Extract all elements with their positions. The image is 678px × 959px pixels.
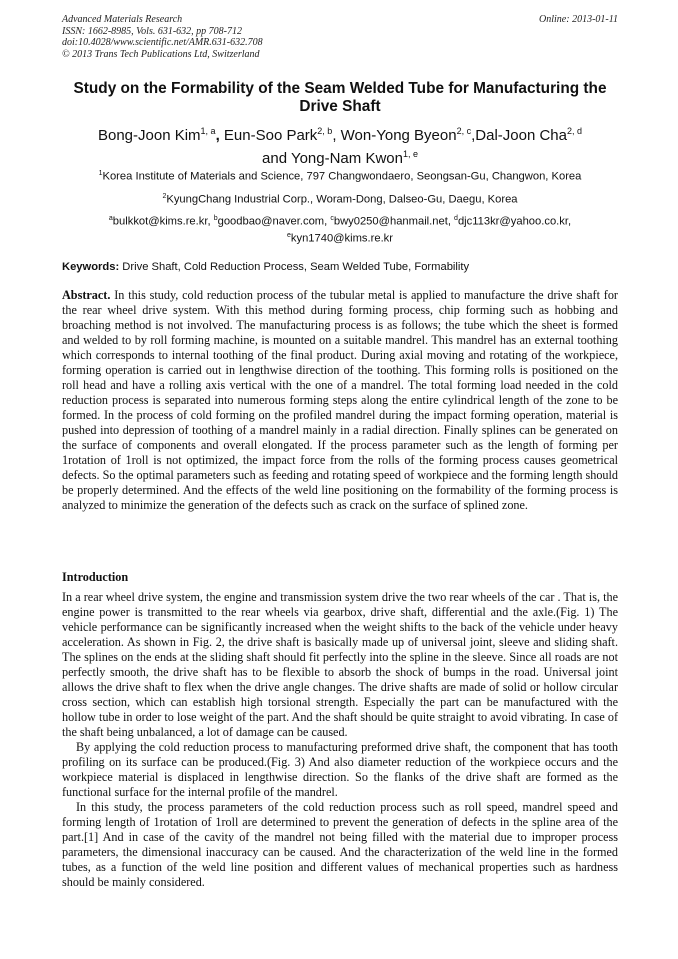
author-affiliation-mark: 1, e <box>402 149 418 159</box>
abstract-text: In this study, cold reduction process of the tubular metal is applied to manufacture the drive shaft for the rear wheel drive system. With this method during forming process, chip forming such as hobbing and broaching method is not involved. The manufacturing process is as follows; the tube which the sheet is formed and welded to by roll forming machine, is mounted on a suitable mandrel. This mandrel has an external toothing which corresponds to internal toothing of the final product. During axial moving and rotating of the workpiece, forming operation is carried out in lengthwise direction of the toothing. This forming rolls is positioned on the roll head and have a rolling axis vertical with the one of a mandrel. The total forming load needed in the cold reduction process is separated into numerous forming steps along the entire cylindrical length of the zone to be formed. In the process of cold forming on the profiled mandrel during the impact forming operation, material is pushed into depression of toothing of a mandrel mainly in a radial direction. Finally splines can be generated on the surface of components and overall elongated. If the process parameter such as the length of forming per 1rotation of 1roll is not optimized, the impact force from the rolls of the forming process causes geometrical defects. So the optimal parameters such as feeding and rotating speed of workpiece and the forming length should be properly determined. And the effects of the weld line positioning on the formability of the forming process is analyzed to minimize the generation of the defects such as crack on the surface of splined zone. <box>62 288 618 512</box>
email-link[interactable]: kyn1740@kims.re.kr <box>290 232 394 245</box>
author-name: Dal-Joon Cha <box>475 127 567 144</box>
section-heading-introduction: Introduction <box>62 570 129 584</box>
keywords-text: Drive Shaft, Cold Reduction Process, Seam Welded Tube, Formability <box>119 261 470 273</box>
affiliation-text: Korea Institute of Materials and Science, 797 Changwondaero, Seongsan-Gu, Changwon, Korea <box>102 170 582 183</box>
email-link[interactable]: bulkkot@kims.re.kr, <box>112 215 214 228</box>
author-name: Yong-Nam Kwon <box>290 150 403 167</box>
author-affiliation-mark: 2, c <box>456 126 472 136</box>
paragraph: In this study, the process parameters of the cold reduction process such as roll speed, mandrel speed and forming length of 1rotation of 1roll are determined to prevent the generation of defects in the spline area of the part.[1] And in case of the cavity of the mandrel not being filled with the material due to improper process parameters, the dimensional inaccuracy can be caused. And the characterization of the weld line in the formed tubes, as a function of the weld line position and different values of mechanical properties such as hardness should be mainly considered. <box>62 800 618 889</box>
email-link[interactable]: goodbao@naver.com, <box>217 215 331 228</box>
keywords <box>62 261 618 273</box>
author-name: Won-Yong Byeon <box>340 127 457 144</box>
paragraph: By applying the cold reduction process to manufacturing preformed drive shaft, the component that has tooth profiling on its surface can be produced.(Fig. 3) And also diameter reduction of the workpiece occurs and the workpiece material is displaced in lengthwise direction. So the flanks of the drive shaft are formed as the functional surface for the internal profile of the mandrel. <box>62 740 618 799</box>
email-mark: d <box>454 215 458 222</box>
author-name: Eun-Soo Park <box>223 127 318 144</box>
email-mark: e <box>286 231 291 239</box>
author-name: Bong-Joon Kim <box>97 127 201 144</box>
author-affiliation-mark: 2, d <box>566 126 582 136</box>
author-emails <box>62 212 618 245</box>
introduction-body <box>62 590 618 890</box>
email-mark: c <box>330 215 334 222</box>
author-list: Bong-Joon Kim$^{1, a}$, Eun-Soo Park$^{2, b}$, Won-Yong Byeon$^{2, c}$,Dal-Joon Cha$^{2, d}$ and Yong-Nam Kwon$^{1, e}$ <box>97 126 582 167</box>
journal-name: Advanced Materials Research <box>62 14 183 25</box>
copyright: © 2013 Trans Tech Publications Ltd, Switzerland <box>62 48 260 60</box>
paper-title: Study on the Formability of the Seam Welded Tube for Manufacturing the Drive Shaft <box>73 80 607 115</box>
author-conjunction: and <box>262 150 288 167</box>
doi[interactable]: doi:10.4028/www.scientific.net/AMR.631-632.708 <box>62 37 263 48</box>
journal-header <box>62 14 618 60</box>
affiliation-mark: 2 <box>162 193 167 200</box>
online-date: Online: 2013-01-11 <box>539 14 618 25</box>
affiliation-1 <box>62 167 618 184</box>
author-affiliation-mark: 2, b <box>317 126 333 136</box>
email-link[interactable]: bwy0250@hanmail.net, <box>333 215 455 228</box>
author-affiliation-mark: 1, a <box>200 126 216 136</box>
abstract-label: Abstract. <box>62 288 111 302</box>
abstract <box>62 288 618 513</box>
email-mark: b <box>213 215 218 222</box>
affiliation-2 <box>62 190 618 207</box>
paragraph: In a rear wheel drive system, the engine and transmission system drive the two rear wheels of the car . That is, the engine power is transmitted to the rear wheels via gearbox, drive shaft, differential and the axle.(Fig. 1) The vehicle performance can be significantly increased when the weight shifts to the back of the vehicle under heavy acceleration. As shown in Fig. 2, the drive shaft is basically made up of universal joint, sleeve and sliding shaft. The splines on the ends at the sliding shaft should fit perfectly into the spline in the sleeve. Since all roads are not perfectly smooth, the drive shaft has to be flexible to absorb the shock of bumps in the road. Universal joint allows the drive shaft to flex when the drive angle changes. The drive shafts are made of solid or hollow circular cross section, which can establish high torsional strength. Especially the part can be manufactured with the hollow tube in order to lose weight of the part. And the shaft should be quite straight to avoid vibrating. In case of the shaft being unbalanced, a lot of damage can be caused. <box>62 590 618 739</box>
affiliation-mark: 1 <box>98 170 103 177</box>
affiliation-text: KyungChang Industrial Corp., Woram-Dong, Dalseo-Gu, Daegu, Korea <box>166 193 518 206</box>
keywords-label: Keywords: <box>62 261 120 273</box>
email-link[interactable]: djc113kr@yahoo.co.kr, <box>457 215 572 228</box>
issn: ISSN: 1662-8985, Vols. 631-632, pp 708-712 <box>62 25 242 37</box>
email-mark: a <box>108 215 113 222</box>
